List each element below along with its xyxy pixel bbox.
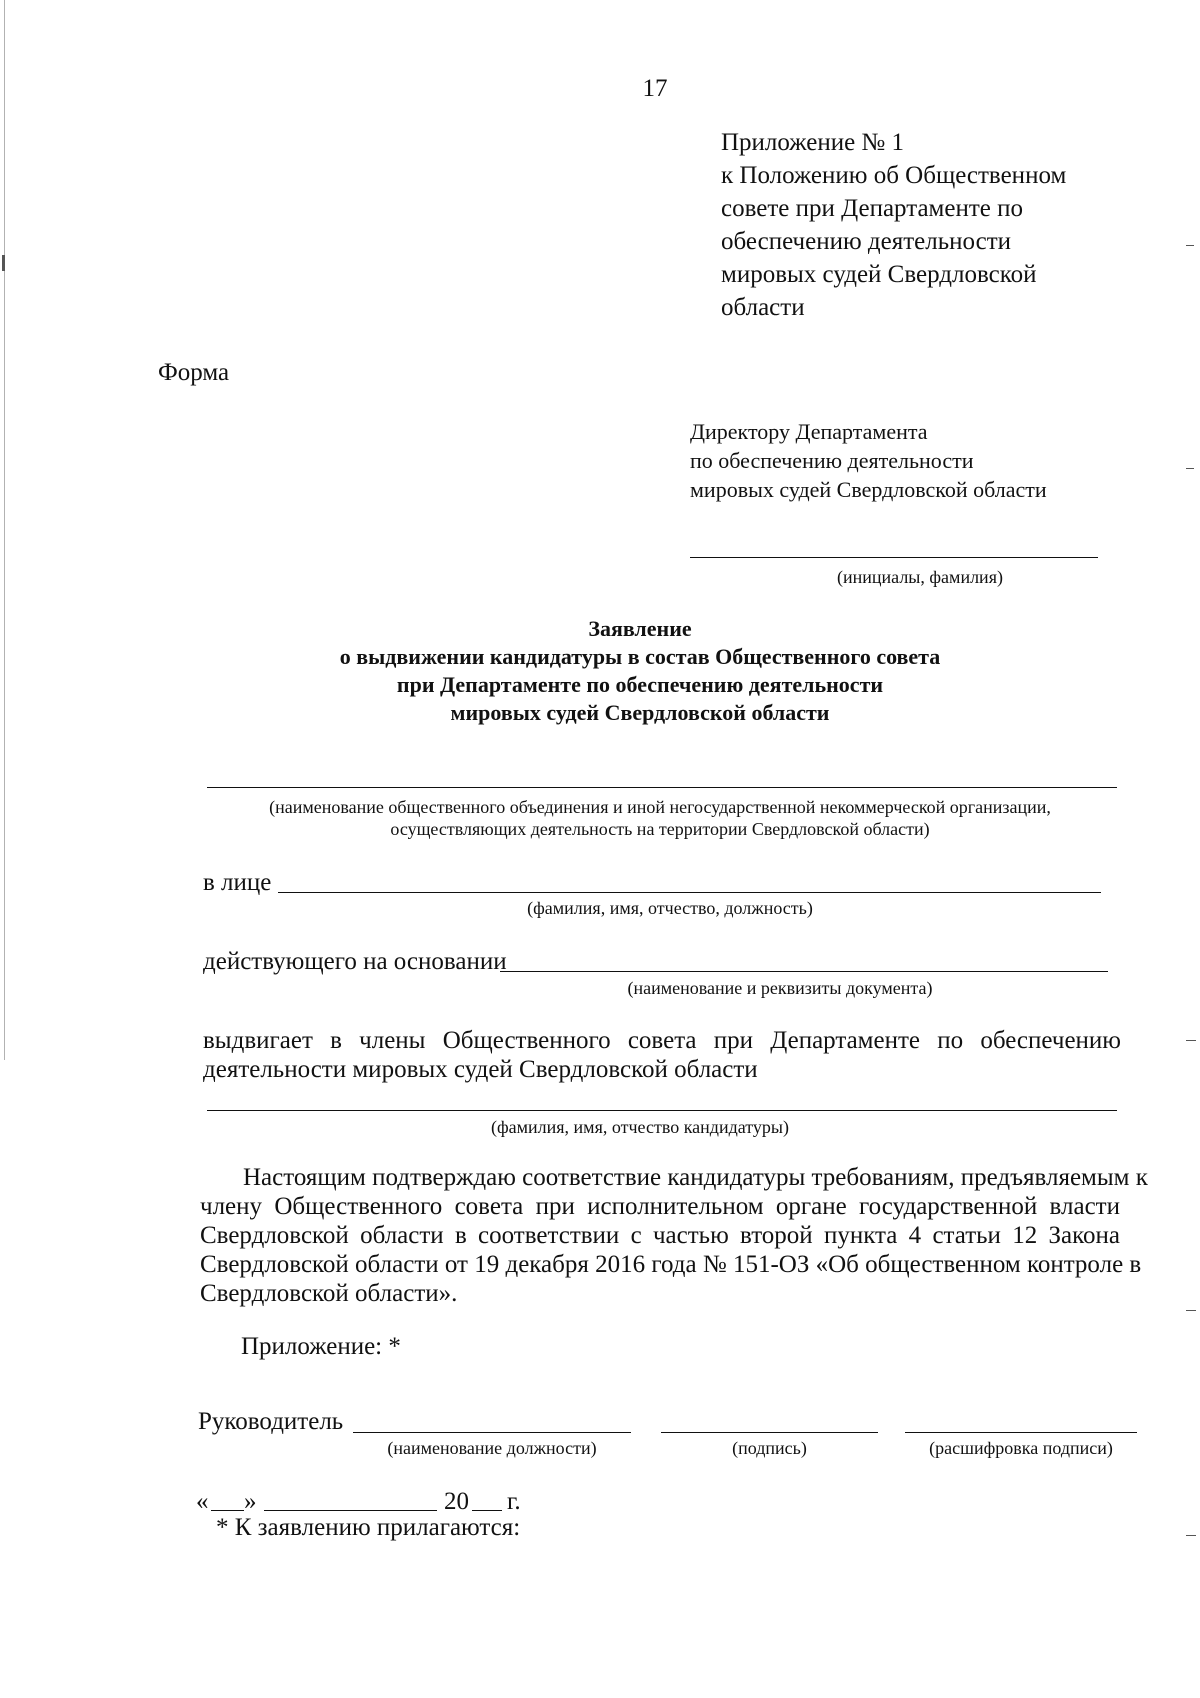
- representative-label: в лице: [203, 869, 272, 896]
- addressee-line: Директору Департамента: [690, 419, 928, 444]
- appendix-line: совете при Департаменте по: [721, 195, 1024, 222]
- date-open-quote: «: [196, 1488, 209, 1515]
- title-line: о выдвижении кандидатуры в состав Общественного совета: [339, 644, 941, 669]
- basis-field[interactable]: [500, 971, 1108, 972]
- confirmation-line: Настоящим подтверждаю соответствие кандидатуры требованиям, предъявляемым к: [243, 1164, 1148, 1191]
- appendix-line: к Положению об Общественном: [721, 162, 1067, 189]
- form-label: Форма: [158, 359, 230, 386]
- scan-edge-right-mark: [1186, 1535, 1196, 1536]
- attachment-label: Приложение: *: [241, 1333, 401, 1360]
- basis-caption: (наименование и реквизиты документа): [627, 978, 933, 998]
- title-line: при Департаменте по обеспечению деятельности: [396, 672, 884, 697]
- confirmation-line: члену Общественного совета при исполнительном органе государственной власти: [200, 1193, 1120, 1220]
- candidate-name-field[interactable]: [207, 1110, 1117, 1111]
- addressee-line: мировых судей Свердловской области: [690, 477, 1047, 502]
- date-year-prefix: 20: [444, 1488, 469, 1515]
- organization-name-field[interactable]: [207, 787, 1117, 788]
- confirmation-line: Свердловской области».: [200, 1280, 458, 1307]
- basis-label: действующего на основании: [203, 948, 507, 975]
- representative-caption: (фамилия, имя, отчество, должность): [527, 898, 813, 918]
- title-line: мировых судей Свердловской области: [450, 700, 830, 725]
- signature-field[interactable]: [661, 1432, 878, 1433]
- footnote: * К заявлению прилагаются:: [216, 1514, 521, 1541]
- position-caption: (наименование должности): [387, 1438, 597, 1458]
- page-number: 17: [642, 75, 668, 102]
- scan-edge-right-mark: [1186, 245, 1194, 246]
- organization-caption: (наименование общественного объединения и иной негосударственной некоммерческой организации,: [269, 797, 1051, 817]
- document-title: [200, 615, 1080, 727]
- scan-edge-left-mark: [2, 255, 5, 271]
- scan-edge-right-mark: [1186, 468, 1194, 469]
- addressee-line: по обеспечению деятельности: [690, 448, 974, 473]
- confirmation-line: Свердловской области в соответствии с частью второй пункта 4 статьи 12 Закона: [200, 1222, 1120, 1249]
- position-field[interactable]: [353, 1432, 631, 1433]
- appendix-line: области: [721, 294, 805, 321]
- appendix-block: [721, 126, 1066, 324]
- appendix-line: Приложение № 1: [721, 129, 905, 156]
- appendix-line: мировых судей Свердловской: [721, 261, 1037, 288]
- head-label: Руководитель: [198, 1408, 344, 1435]
- addressee-name-field[interactable]: [690, 557, 1098, 558]
- candidate-caption: (фамилия, имя, отчество кандидатуры): [490, 1117, 789, 1137]
- scan-edge-right-mark: [1186, 1310, 1196, 1311]
- date-close-quote: »: [244, 1488, 257, 1515]
- title-line: Заявление: [588, 616, 692, 641]
- scan-edge-left: [4, 0, 5, 1060]
- scan-edge-right-mark: [1186, 1040, 1196, 1041]
- nominates-text-2: деятельности мировых судей Свердловской области: [203, 1056, 758, 1083]
- representative-field[interactable]: [278, 892, 1101, 893]
- decoding-caption: (расшифровка подписи): [929, 1438, 1113, 1458]
- addressee-caption: (инициалы, фамилия): [837, 567, 1003, 587]
- confirmation-paragraph: [200, 1163, 1148, 1308]
- appendix-line: обеспечению деятельности: [721, 228, 1012, 255]
- signature-decoding-field[interactable]: [905, 1432, 1137, 1433]
- confirmation-line: Свердловской области от 19 декабря 2016 года № 151-ОЗ «Об общественном контроле в: [200, 1251, 1142, 1278]
- organization-caption-2: осуществляющих деятельность на территории Свердловской области): [390, 819, 930, 839]
- signature-caption: (подпись): [732, 1438, 807, 1458]
- nominates-text: выдвигает в члены Общественного совета при Департаменте по обеспечению: [203, 1027, 1121, 1054]
- addressee-block: [690, 417, 1047, 504]
- date-year-suffix: г.: [507, 1488, 521, 1515]
